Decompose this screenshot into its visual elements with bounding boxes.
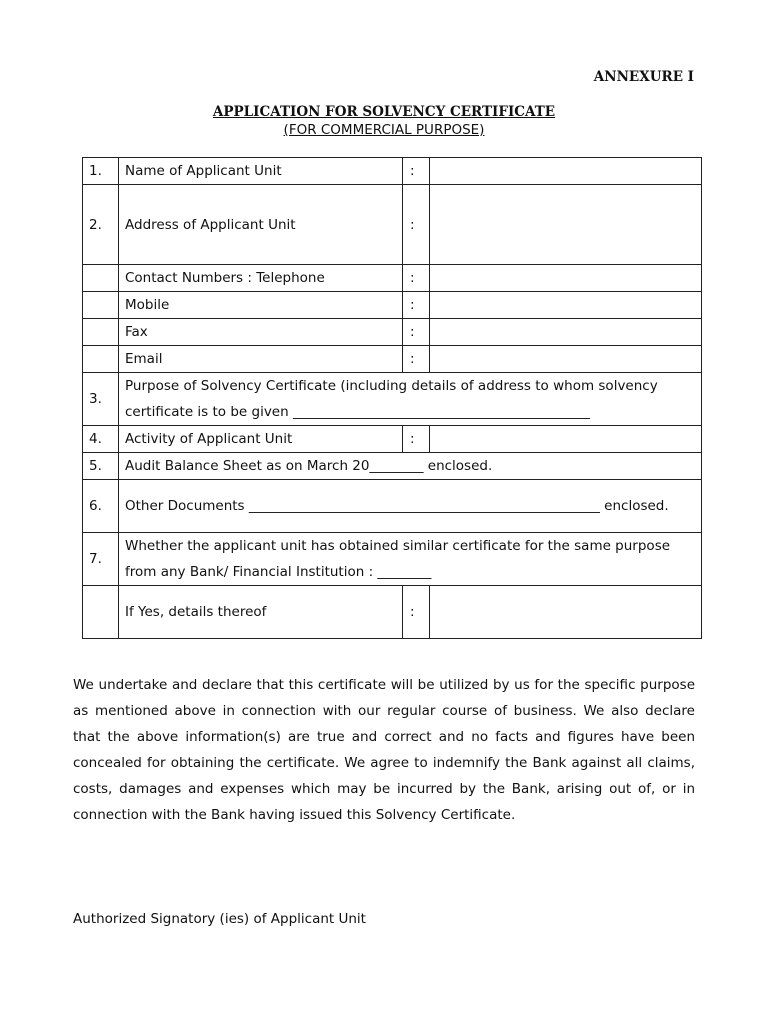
row-number: 6. [83,480,119,533]
row-colon: : [403,265,430,292]
activity-field[interactable] [430,426,702,453]
applicant-address-field[interactable] [430,185,702,265]
table-row [83,185,702,265]
table-row [83,292,702,319]
row-colon: : [403,158,430,185]
row-number: 3. [83,373,119,426]
table-row [83,453,702,480]
table-row [83,158,702,185]
row-label: Activity of Applicant Unit [119,426,403,453]
similar-certificate-field[interactable]: Whether the applicant unit has obtained similar certificate for the same purpose from any Bank/ Financial Institution : ________ [119,533,702,586]
row-label: Mobile [119,292,403,319]
table-row [83,480,702,533]
table-row [83,373,702,426]
signatory-label: Authorized Signatory (ies) of Applicant Unit [73,911,366,927]
table-row [83,346,702,373]
details-field[interactable] [430,586,702,639]
row-label: Email [119,346,403,373]
applicant-name-field[interactable] [430,158,702,185]
table-row [83,426,702,453]
row-colon: : [403,319,430,346]
row-number: 5. [83,453,119,480]
row-number: 2. [83,185,119,265]
row-number [83,586,119,639]
annexure-label: ANNEXURE I [593,69,694,85]
email-field[interactable] [430,346,702,373]
form-subtitle: (FOR COMMERCIAL PURPOSE) [283,122,485,138]
row-label: If Yes, details thereof [119,586,403,639]
row-number: 7. [83,533,119,586]
row-number [83,346,119,373]
declaration-paragraph: We undertake and declare that this certificate will be utilized by us for the specific purpose as mentioned above in connection with our regular course of business. We also declare that the above information(s) are true and correct and no facts and figures have been concealed for obtaining the certificate. We agree to indemnify the Bank against all claims, costs, damages and expenses which may be incurred by the Bank, arising out of, or in connection with the Bank having issued this Solvency Certificate. [73,677,695,823]
row-number [83,292,119,319]
row-colon: : [403,292,430,319]
table-row [83,586,702,639]
row-label: Name of Applicant Unit [119,158,403,185]
fax-field[interactable] [430,319,702,346]
row-colon: : [403,426,430,453]
telephone-field[interactable] [430,265,702,292]
table-row [83,265,702,292]
row-colon: : [403,346,430,373]
row-number: 4. [83,426,119,453]
mobile-field[interactable] [430,292,702,319]
row-number [83,265,119,292]
row-colon: : [403,586,430,639]
row-label: Fax [119,319,403,346]
row-label: Contact Numbers : Telephone [119,265,403,292]
table-row [83,319,702,346]
other-documents-field[interactable]: Other Documents ____________________________________________________ enclosed. [119,480,702,533]
row-colon: : [403,185,430,265]
row-number: 1. [83,158,119,185]
table-row [83,533,702,586]
form-title: APPLICATION FOR SOLVENCY CERTIFICATE [212,104,556,120]
row-number [83,319,119,346]
purpose-field[interactable]: Purpose of Solvency Certificate (including details of address to whom solvency certificate is to be given ____________________________________________ [119,373,702,426]
row-label: Address of Applicant Unit [119,185,403,265]
balance-sheet-field[interactable]: Audit Balance Sheet as on March 20________ enclosed. [119,453,702,480]
application-form-table [82,157,702,639]
